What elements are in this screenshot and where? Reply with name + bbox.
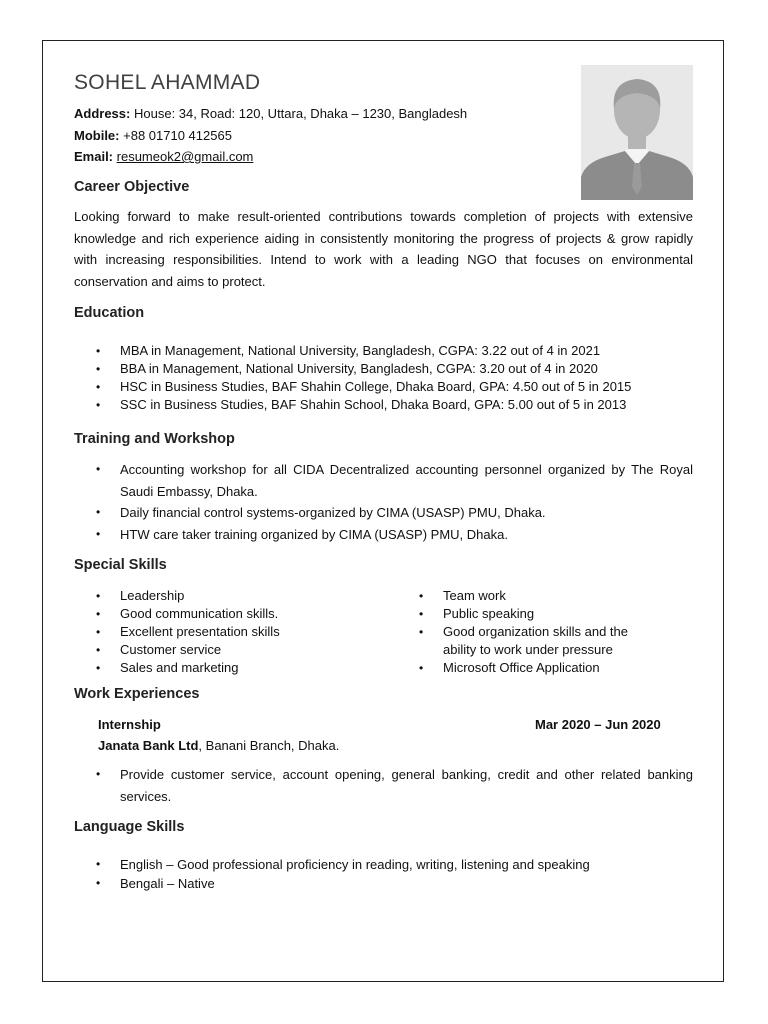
training-heading: Training and Workshop [74, 431, 235, 447]
address-line [74, 105, 467, 122]
work-company: Janata Bank Ltd [98, 738, 199, 753]
work-heading: Work Experiences [74, 686, 200, 702]
list-item: • Excellent presentation skills [74, 623, 394, 641]
work-title: Internship [98, 717, 161, 732]
list-item: • Accounting workshop for all CIDA Decentralized accounting personnel organized by The Royal Saudi Embassy, Dhaka. [74, 459, 693, 502]
language-list [74, 855, 693, 893]
education-heading: Education [74, 305, 145, 321]
list-item: • Bengali – Native [74, 874, 693, 893]
mobile-label: Mobile: [74, 128, 120, 143]
language-heading: Language Skills [74, 819, 185, 835]
mobile-line [74, 127, 232, 144]
list-item: • HSC in Business Studies, BAF Shahin College, Dhaka Board, GPA: 4.50 out of 5 in 2015 [74, 378, 693, 396]
list-item: • Provide customer service, account opening, general banking, credit and other related banking services. [74, 764, 693, 807]
work-location: , Banani Branch, Dhaka. [198, 738, 340, 753]
person-silhouette-icon [581, 65, 693, 200]
email-line [74, 148, 253, 165]
education-list [74, 342, 693, 414]
list-item: • SSC in Business Studies, BAF Shahin School, Dhaka Board, GPA: 5.00 out of 5 in 2013 [74, 396, 693, 414]
career-objective-text: Looking forward to make result-oriented contributions towards completion of projects with extensive knowledge and rich experience aiding in consistently monitoring the progress of projects & grow rapidly with increasing responsibilities. Intend to work with a leading NGO that focuses on environmental conservation and aims to protect. [74, 209, 693, 289]
list-item: • HTW care taker training organized by CIMA (USASP) PMU, Dhaka. [74, 524, 693, 546]
list-item: • Leadership [74, 587, 394, 605]
special-skills-heading: Special Skills [74, 557, 167, 573]
skills-list-left [74, 587, 394, 677]
email-label: Email: [74, 149, 114, 164]
profile-photo [581, 65, 693, 200]
list-item: • Sales and marketing [74, 659, 394, 677]
skills-list-right [397, 587, 662, 677]
mobile-value: +88 01710 412565 [123, 128, 232, 143]
list-item: • Team work [397, 587, 662, 605]
resume-page [42, 40, 724, 982]
list-item: • Daily financial control systems-organized by CIMA (USASP) PMU, Dhaka. [74, 502, 693, 524]
list-item: • MBA in Management, National University, Bangladesh, CGPA: 3.22 out of 4 in 2021 [74, 342, 693, 360]
list-item: • Good communication skills. [74, 605, 394, 623]
list-item: • BBA in Management, National University, Bangladesh, CGPA: 3.20 out of 4 in 2020 [74, 360, 693, 378]
work-company-line [98, 738, 339, 753]
list-item: • Customer service [74, 641, 394, 659]
training-list [74, 459, 693, 545]
list-item: • Good organization skills and the ability to work under pressure [397, 623, 662, 659]
career-objective-heading: Career Objective [74, 179, 190, 195]
list-item: • English – Good professional proficiency in reading, writing, listening and speaking [74, 855, 693, 874]
work-dates: Mar 2020 – Jun 2020 [535, 717, 661, 732]
email-link[interactable]: resumeok2@gmail.com [116, 149, 254, 164]
address-label: Address: [74, 106, 131, 121]
list-item: • Microsoft Office Application [397, 659, 662, 677]
candidate-name: SOHEL AHAMMAD [74, 71, 261, 94]
address-value: House: 34, Road: 120, Uttara, Dhaka – 1230, Bangladesh [133, 106, 468, 121]
work-duties-list [74, 764, 693, 807]
list-item: • Public speaking [397, 605, 662, 623]
